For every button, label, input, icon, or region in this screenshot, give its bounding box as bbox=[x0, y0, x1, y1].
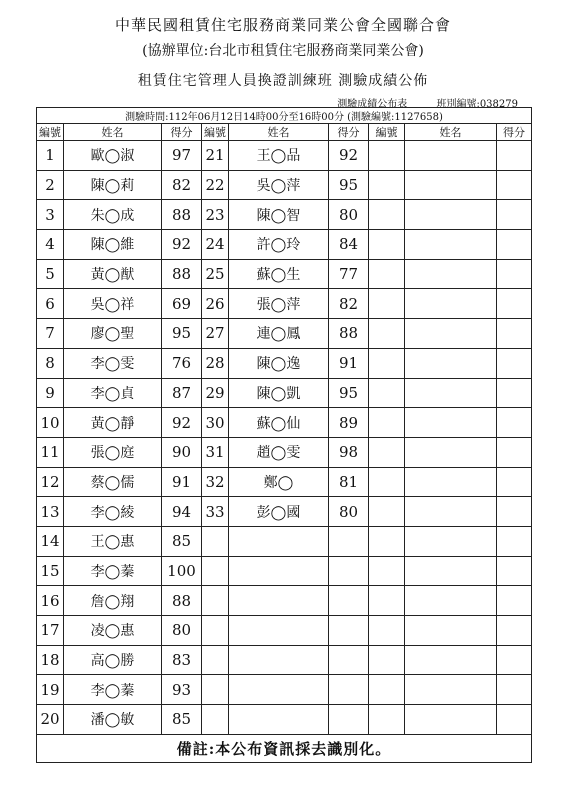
table-row bbox=[37, 200, 532, 230]
cell-score bbox=[497, 378, 532, 408]
cell-name: 鄭◯ bbox=[229, 467, 329, 497]
cell-name: 吳◯祥 bbox=[64, 289, 162, 319]
cell-no bbox=[369, 616, 405, 646]
cell-name: 彭◯國 bbox=[229, 497, 329, 527]
cell-no bbox=[369, 170, 405, 200]
cell-name bbox=[405, 497, 497, 527]
cell-score bbox=[329, 556, 369, 586]
cell-score: 87 bbox=[162, 378, 202, 408]
cell-name: 趙◯雯 bbox=[229, 437, 329, 467]
cell-no bbox=[369, 497, 405, 527]
cell-name: 李◯蓁 bbox=[64, 675, 162, 705]
cell-name bbox=[229, 586, 329, 616]
table-row bbox=[37, 378, 532, 408]
cell-no: 7 bbox=[37, 319, 64, 349]
co-organizer: (協辦單位:台北市租賃住宅服務商業同業公會) bbox=[142, 43, 424, 59]
cell-name bbox=[405, 467, 497, 497]
cell-no: 4 bbox=[37, 230, 64, 260]
cell-no: 17 bbox=[37, 616, 64, 646]
cell-name bbox=[405, 319, 497, 349]
cell-score bbox=[497, 259, 532, 289]
cell-score: 82 bbox=[162, 170, 202, 200]
cell-score: 91 bbox=[162, 467, 202, 497]
cell-no: 1 bbox=[37, 141, 64, 171]
cell-name bbox=[405, 259, 497, 289]
cell-no: 6 bbox=[37, 289, 64, 319]
cell-no bbox=[202, 616, 229, 646]
cell-score: 95 bbox=[162, 319, 202, 349]
cell-no: 32 bbox=[202, 467, 229, 497]
class-code: 班別編號:038279 bbox=[436, 99, 518, 110]
cell-no: 15 bbox=[37, 556, 64, 586]
cell-no: 30 bbox=[202, 408, 229, 438]
cell-score bbox=[497, 437, 532, 467]
cell-score: 97 bbox=[162, 141, 202, 171]
table-row bbox=[37, 616, 532, 646]
cell-no bbox=[369, 467, 405, 497]
cell-name: 黃◯猷 bbox=[64, 259, 162, 289]
cell-name bbox=[405, 289, 497, 319]
cell-score: 90 bbox=[162, 437, 202, 467]
cell-score: 95 bbox=[329, 170, 369, 200]
cell-score bbox=[497, 526, 532, 556]
table-row bbox=[37, 319, 532, 349]
cell-no: 5 bbox=[37, 259, 64, 289]
cell-name: 李◯綾 bbox=[64, 497, 162, 527]
cell-name bbox=[405, 526, 497, 556]
cell-name: 潘◯敏 bbox=[64, 705, 162, 735]
cell-score bbox=[329, 675, 369, 705]
cell-name: 陳◯逸 bbox=[229, 348, 329, 378]
cell-score: 92 bbox=[162, 408, 202, 438]
table-row bbox=[37, 556, 532, 586]
cell-name bbox=[405, 586, 497, 616]
cell-score bbox=[497, 141, 532, 171]
cell-no: 2 bbox=[37, 170, 64, 200]
header-score: 得分 bbox=[497, 124, 532, 141]
cell-no bbox=[369, 200, 405, 230]
cell-no: 10 bbox=[37, 408, 64, 438]
cell-name: 歐◯淑 bbox=[64, 141, 162, 171]
cell-no: 23 bbox=[202, 200, 229, 230]
cell-score bbox=[497, 289, 532, 319]
cell-score bbox=[329, 586, 369, 616]
cell-score: 95 bbox=[329, 378, 369, 408]
cell-score bbox=[497, 705, 532, 735]
score-table bbox=[36, 107, 532, 763]
cell-score: 92 bbox=[329, 141, 369, 171]
table-row bbox=[37, 526, 532, 556]
cell-no: 29 bbox=[202, 378, 229, 408]
cell-name: 蔡◯儒 bbox=[64, 467, 162, 497]
cell-no: 16 bbox=[37, 586, 64, 616]
cell-no: 21 bbox=[202, 141, 229, 171]
cell-score: 80 bbox=[329, 200, 369, 230]
cell-score: 80 bbox=[162, 616, 202, 646]
cell-score: 81 bbox=[329, 467, 369, 497]
cell-no: 20 bbox=[37, 705, 64, 735]
cell-no bbox=[369, 348, 405, 378]
cell-no bbox=[369, 526, 405, 556]
cell-score: 84 bbox=[329, 230, 369, 260]
cell-score: 80 bbox=[329, 497, 369, 527]
cell-name: 高◯勝 bbox=[64, 645, 162, 675]
cell-name: 朱◯成 bbox=[64, 200, 162, 230]
table-row bbox=[37, 348, 532, 378]
cell-name: 吳◯萍 bbox=[229, 170, 329, 200]
header-name: 姓名 bbox=[64, 124, 162, 141]
header-score: 得分 bbox=[329, 124, 369, 141]
cell-no bbox=[369, 141, 405, 171]
cell-name: 陳◯智 bbox=[229, 200, 329, 230]
cell-no: 3 bbox=[37, 200, 64, 230]
cell-name: 連◯鳳 bbox=[229, 319, 329, 349]
cell-no bbox=[202, 526, 229, 556]
table-row bbox=[37, 170, 532, 200]
cell-name: 李◯貞 bbox=[64, 378, 162, 408]
cell-name: 詹◯翔 bbox=[64, 586, 162, 616]
cell-score bbox=[497, 675, 532, 705]
cell-no: 19 bbox=[37, 675, 64, 705]
cell-score bbox=[497, 645, 532, 675]
cell-name bbox=[229, 675, 329, 705]
cell-name: 廖◯聖 bbox=[64, 319, 162, 349]
cell-no bbox=[369, 408, 405, 438]
cell-no bbox=[369, 319, 405, 349]
cell-no: 31 bbox=[202, 437, 229, 467]
cell-no bbox=[369, 675, 405, 705]
footnote: 備註:本公布資訊採去識別化。 bbox=[37, 734, 532, 762]
header-no: 編號 bbox=[37, 124, 64, 141]
table-row bbox=[37, 408, 532, 438]
cell-no: 18 bbox=[37, 645, 64, 675]
table-row bbox=[37, 645, 532, 675]
cell-score: 92 bbox=[162, 230, 202, 260]
cell-name: 陳◯維 bbox=[64, 230, 162, 260]
cell-name bbox=[405, 170, 497, 200]
cell-score bbox=[497, 408, 532, 438]
cell-name bbox=[229, 645, 329, 675]
cell-name bbox=[405, 437, 497, 467]
cell-no: 13 bbox=[37, 497, 64, 527]
cell-no bbox=[369, 645, 405, 675]
cell-no bbox=[369, 437, 405, 467]
cell-no bbox=[202, 586, 229, 616]
cell-score: 88 bbox=[329, 319, 369, 349]
cell-score bbox=[497, 497, 532, 527]
cell-name: 李◯雯 bbox=[64, 348, 162, 378]
cell-score bbox=[329, 645, 369, 675]
cell-no: 25 bbox=[202, 259, 229, 289]
cell-score: 93 bbox=[162, 675, 202, 705]
cell-name bbox=[405, 141, 497, 171]
cell-no bbox=[202, 645, 229, 675]
page-title: 中華民國租賃住宅服務商業同業公會全國聯合會 bbox=[114, 16, 451, 34]
cell-name: 王◯惠 bbox=[64, 526, 162, 556]
cell-no bbox=[369, 705, 405, 735]
column-header-row bbox=[37, 124, 532, 141]
cell-name bbox=[405, 200, 497, 230]
cell-score: 100 bbox=[162, 556, 202, 586]
cell-no: 8 bbox=[37, 348, 64, 378]
cell-score bbox=[497, 348, 532, 378]
cell-score: 88 bbox=[162, 200, 202, 230]
cell-name: 凌◯惠 bbox=[64, 616, 162, 646]
table-row bbox=[37, 230, 532, 260]
cell-score: 89 bbox=[329, 408, 369, 438]
cell-no bbox=[369, 230, 405, 260]
header-name: 姓名 bbox=[405, 124, 497, 141]
cell-score bbox=[329, 526, 369, 556]
cell-score: 76 bbox=[162, 348, 202, 378]
announcement-label: 測驗成績公布表 bbox=[337, 99, 408, 110]
cell-name bbox=[405, 675, 497, 705]
header-score: 得分 bbox=[162, 124, 202, 141]
cell-no bbox=[202, 556, 229, 586]
header-no: 編號 bbox=[202, 124, 229, 141]
cell-score bbox=[497, 556, 532, 586]
cell-score bbox=[497, 200, 532, 230]
cell-name: 許◯玲 bbox=[229, 230, 329, 260]
cell-score: 82 bbox=[329, 289, 369, 319]
cell-score bbox=[329, 705, 369, 735]
header-name: 姓名 bbox=[229, 124, 329, 141]
cell-score: 98 bbox=[329, 437, 369, 467]
cell-no: 9 bbox=[37, 378, 64, 408]
cell-no bbox=[369, 259, 405, 289]
cell-name bbox=[229, 526, 329, 556]
cell-name: 陳◯凱 bbox=[229, 378, 329, 408]
cell-name bbox=[405, 230, 497, 260]
cell-no: 12 bbox=[37, 467, 64, 497]
cell-score: 91 bbox=[329, 348, 369, 378]
cell-name: 李◯蓁 bbox=[64, 556, 162, 586]
cell-score: 69 bbox=[162, 289, 202, 319]
cell-no: 33 bbox=[202, 497, 229, 527]
cell-no bbox=[202, 705, 229, 735]
cell-name bbox=[405, 348, 497, 378]
cell-no: 14 bbox=[37, 526, 64, 556]
cell-score: 88 bbox=[162, 586, 202, 616]
table-row bbox=[37, 289, 532, 319]
exam-subtitle: 租賃住宅管理人員換證訓練班 測驗成績公佈 bbox=[137, 73, 429, 89]
cell-no: 11 bbox=[37, 437, 64, 467]
cell-no bbox=[369, 289, 405, 319]
cell-no: 27 bbox=[202, 319, 229, 349]
cell-name: 蘇◯仙 bbox=[229, 408, 329, 438]
cell-name bbox=[405, 556, 497, 586]
table-row bbox=[37, 437, 532, 467]
cell-no: 24 bbox=[202, 230, 229, 260]
cell-score bbox=[497, 170, 532, 200]
table-row bbox=[37, 259, 532, 289]
cell-name: 蘇◯生 bbox=[229, 259, 329, 289]
cell-score: 94 bbox=[162, 497, 202, 527]
cell-name bbox=[229, 705, 329, 735]
cell-no bbox=[369, 378, 405, 408]
table-row bbox=[37, 497, 532, 527]
cell-score: 88 bbox=[162, 259, 202, 289]
cell-name: 王◯品 bbox=[229, 141, 329, 171]
cell-name: 陳◯莉 bbox=[64, 170, 162, 200]
cell-name bbox=[405, 645, 497, 675]
table-row bbox=[37, 705, 532, 735]
cell-score bbox=[497, 467, 532, 497]
cell-name bbox=[405, 616, 497, 646]
cell-name bbox=[229, 616, 329, 646]
cell-score: 83 bbox=[162, 645, 202, 675]
cell-score: 85 bbox=[162, 526, 202, 556]
cell-no bbox=[202, 675, 229, 705]
header-no: 編號 bbox=[369, 124, 405, 141]
cell-score bbox=[497, 319, 532, 349]
cell-score: 77 bbox=[329, 259, 369, 289]
cell-score bbox=[497, 586, 532, 616]
cell-no bbox=[369, 586, 405, 616]
cell-name bbox=[405, 408, 497, 438]
exam-time: 測驗時間:112年06月12日14時00分至16時00分 (測驗編號:1127658) bbox=[37, 108, 532, 124]
cell-name: 黃◯靜 bbox=[64, 408, 162, 438]
cell-no: 22 bbox=[202, 170, 229, 200]
cell-no: 28 bbox=[202, 348, 229, 378]
cell-name: 張◯萍 bbox=[229, 289, 329, 319]
table-row bbox=[37, 141, 532, 171]
cell-name: 張◯庭 bbox=[64, 437, 162, 467]
table-row bbox=[37, 467, 532, 497]
cell-no: 26 bbox=[202, 289, 229, 319]
cell-name bbox=[405, 705, 497, 735]
cell-score: 85 bbox=[162, 705, 202, 735]
table-row bbox=[37, 675, 532, 705]
cell-no bbox=[369, 556, 405, 586]
cell-name bbox=[229, 556, 329, 586]
cell-score bbox=[329, 616, 369, 646]
cell-score bbox=[497, 230, 532, 260]
cell-score bbox=[497, 616, 532, 646]
cell-name bbox=[405, 378, 497, 408]
table-row bbox=[37, 586, 532, 616]
